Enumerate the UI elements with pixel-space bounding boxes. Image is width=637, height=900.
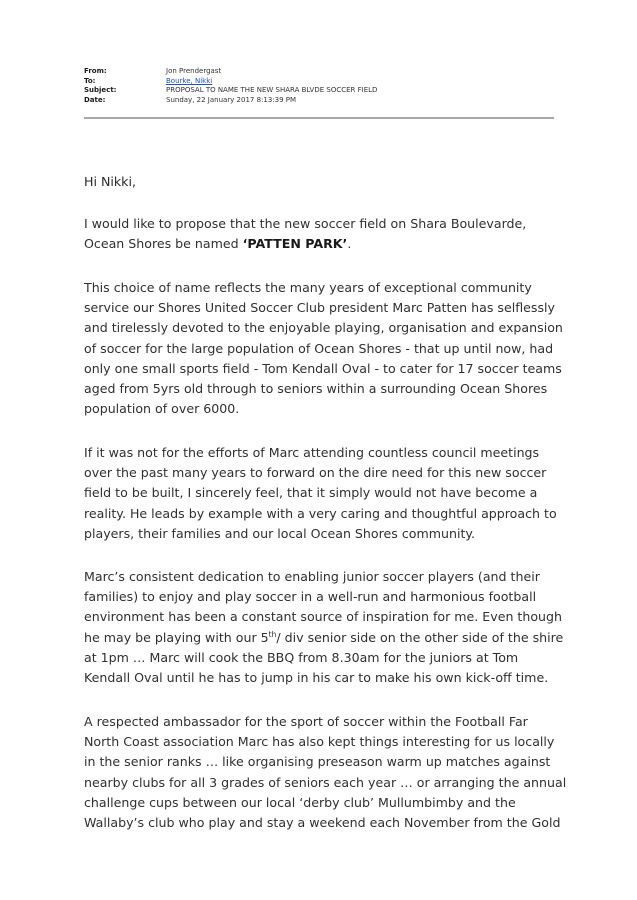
email-header xyxy=(84,67,554,105)
paragraph-line: only one small sports field - Tom Kendall Oval - to cater for 17 soccer teams xyxy=(84,360,562,376)
paragraph-line: reality. He leads by example with a very caring and thoughtful approach to xyxy=(84,505,557,521)
paragraph-line: Wallaby’s club who play and stay a weekend each November from the Gold xyxy=(84,814,561,830)
subject-label: Subject: xyxy=(84,86,117,95)
header-divider xyxy=(84,117,554,119)
paragraph-line: environment has been a constant source of inspiration for me. Even though xyxy=(84,609,563,625)
paragraph-2 xyxy=(84,278,574,419)
greeting: Hi Nikki, xyxy=(84,174,136,189)
proposed-name: ‘PATTEN PARK’ xyxy=(242,236,348,252)
paragraph-line: families) to enjoy and play soccer in a well-run and harmonious football xyxy=(84,589,537,605)
paragraph-3 xyxy=(84,443,574,544)
ordinal-suffix: th xyxy=(268,629,277,639)
paragraph-5 xyxy=(84,712,574,833)
paragraph-line: nearby clubs for all 3 grades of seniors each year … or arranging the annual xyxy=(84,774,567,790)
paragraph-line: I would like to propose that the new soccer field on Shara Boulevarde, xyxy=(84,216,527,231)
paragraph-line: of soccer for the large population of Ocean Shores - that up until now, had xyxy=(84,340,554,356)
paragraph-line: This choice of name reflects the many years of exceptional community xyxy=(84,280,532,295)
from-row xyxy=(84,67,554,77)
subject-row xyxy=(84,86,554,96)
to-recipient-link[interactable]: Bourke, Nikki xyxy=(166,76,213,85)
paragraph-line: over the past many years to forward on the dire need for this new soccer xyxy=(84,465,547,481)
paragraph-line: challenge cups between our local ‘derby club’ Mullumbimby and the xyxy=(84,794,516,810)
paragraph-line xyxy=(84,234,574,254)
paragraph-line: If it was not for the efforts of Marc attending countless council meetings xyxy=(84,445,540,460)
to-label: To: xyxy=(84,76,96,85)
paragraph-line: at 1pm … Marc will cook the BBQ from 8.30am for the juniors at Tom xyxy=(84,649,519,665)
paragraph-line: population of over 6000. xyxy=(84,401,240,417)
division-text: he may be playing with our 5 xyxy=(84,629,269,645)
paragraph-line: Marc’s consistent dedication to enabling junior soccer players (and their xyxy=(84,569,540,584)
paragraph-line xyxy=(84,628,574,648)
paragraph-line: and tirelessly devoted to the enjoyable playing, organisation and expansion xyxy=(84,320,563,336)
from-value: Jon Prendergast xyxy=(166,67,222,75)
proposal-text: Ocean Shores be named xyxy=(84,236,243,252)
date-value: Sunday, 22 January 2017 8:13:39 PM xyxy=(166,95,297,104)
paragraph-line: aged from 5yrs old through to seniors within a surrounding Ocean Shores xyxy=(84,380,548,396)
paragraph-line: players, their families and our local Ocean Shores community. xyxy=(84,525,476,541)
paragraph-line: A respected ambassador for the sport of soccer within the Football Far xyxy=(84,714,528,729)
to-row xyxy=(84,77,554,87)
date-row xyxy=(84,96,554,106)
proposal-period: . xyxy=(347,236,352,252)
paragraph-line: North Coast association Marc has also kept things interesting for us locally xyxy=(84,734,555,750)
date-label: Date: xyxy=(84,95,106,104)
paragraph-line: field to be built, I sincerely feel, that it simply would not have become a xyxy=(84,485,538,501)
paragraph-line: Kendall Oval until he has to jump in his car to make his own kick-off time. xyxy=(84,669,549,685)
paragraph-4 xyxy=(84,567,574,688)
paragraph-1 xyxy=(84,214,574,254)
from-label: From: xyxy=(84,67,107,75)
subject-value: PROPOSAL TO NAME THE NEW SHARA BLVDE SOCCER FIELD xyxy=(166,86,378,95)
paragraph-line: service our Shores United Soccer Club president Marc Patten has selflessly xyxy=(84,300,555,316)
division-text-cont: / div senior side on the other side of the shire xyxy=(276,629,564,645)
paragraph-line: in the senior ranks … like organising preseason warm up matches against xyxy=(84,754,551,770)
